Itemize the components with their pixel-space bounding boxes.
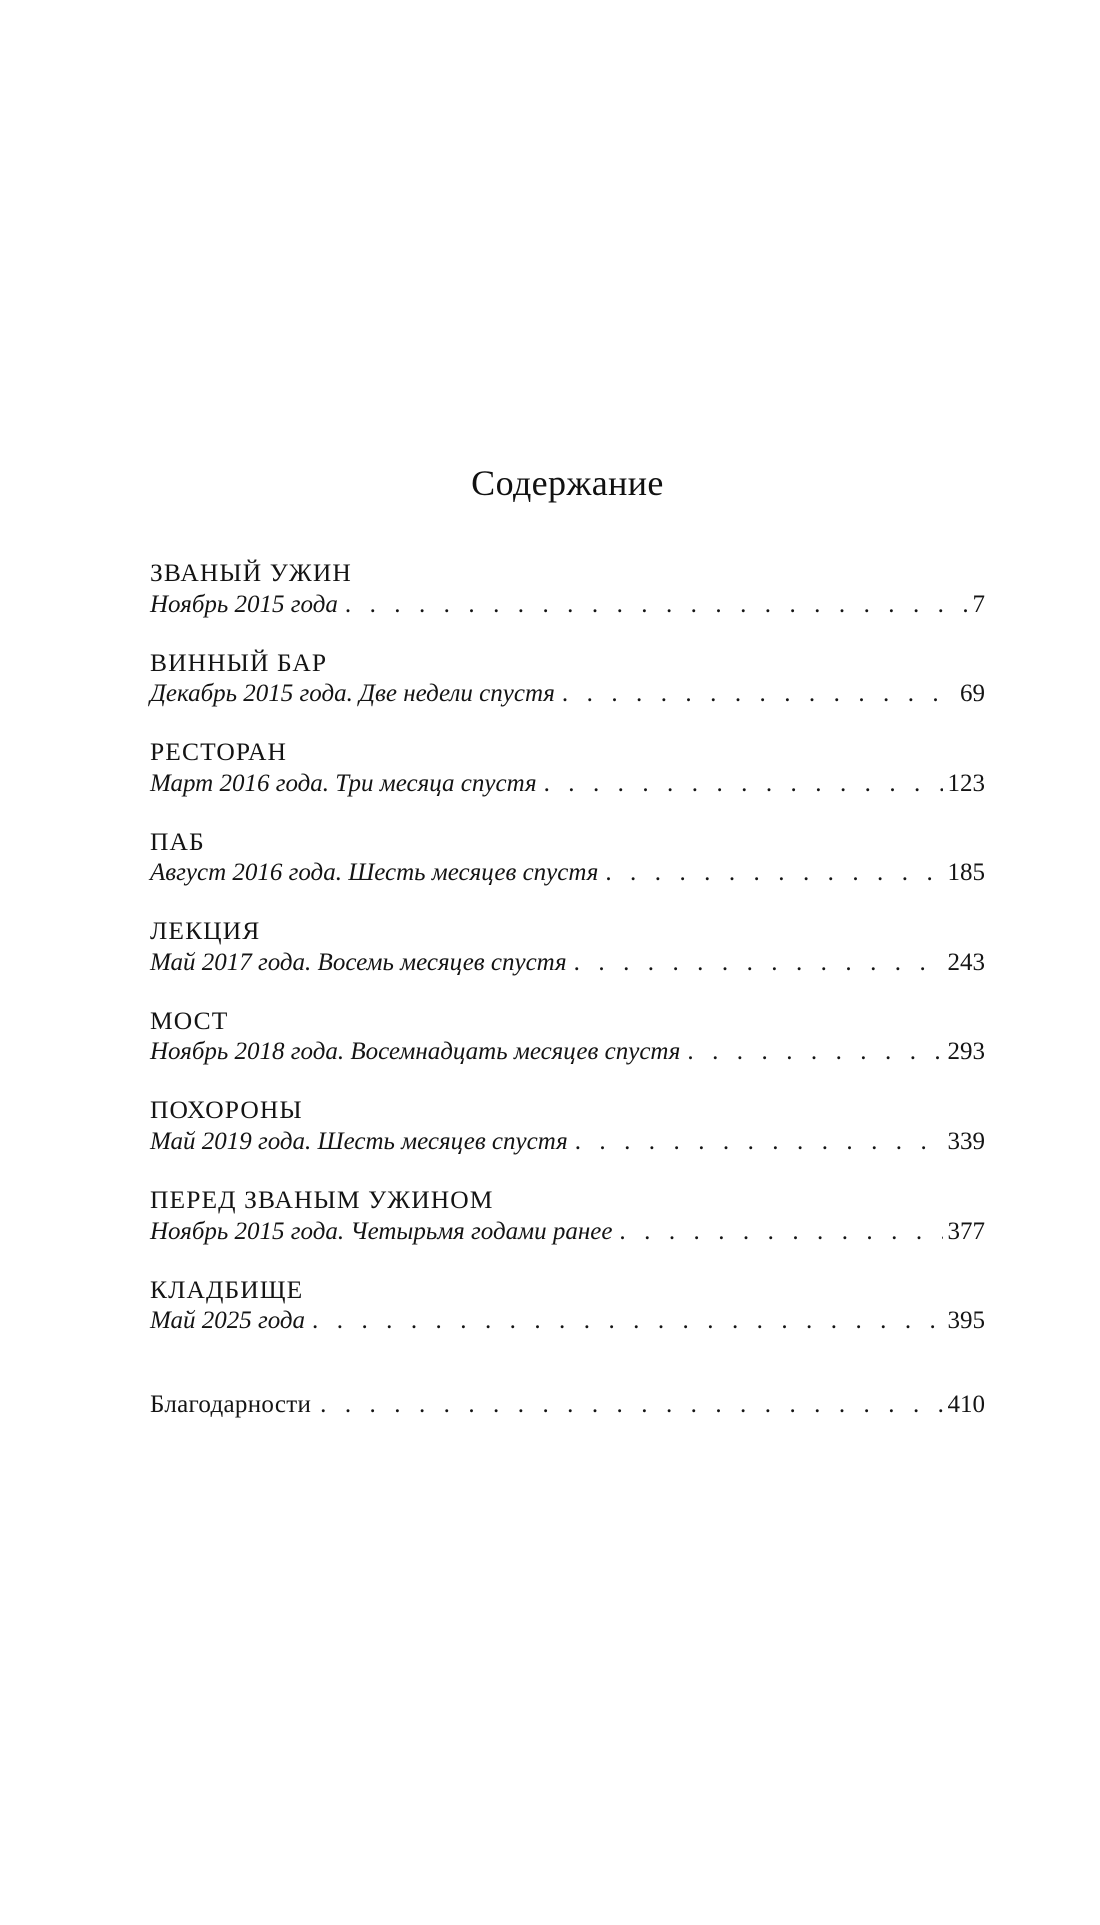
- toc-entry-line: [150, 1218, 985, 1246]
- dot-leader: [345, 591, 968, 619]
- toc-entry-heading: ЛЕКЦИЯ: [150, 916, 261, 946]
- page-title: Содержание: [471, 463, 664, 503]
- toc-entry[interactable]: [150, 558, 985, 619]
- toc-entry-page-number: 339: [947, 1128, 985, 1156]
- toc-entry-heading: ПОХОРОНЫ: [150, 1095, 303, 1125]
- toc-entry-acknowledgements[interactable]: [150, 1391, 985, 1419]
- toc-entry-page-number: 243: [947, 948, 985, 976]
- toc-entry-page-number: 69: [960, 680, 985, 708]
- toc-content: [150, 462, 985, 1448]
- toc-entry-page-number: 7: [972, 590, 985, 618]
- toc-entry[interactable]: [150, 827, 985, 888]
- dot-leader: [574, 949, 943, 977]
- dot-leader: [605, 859, 942, 887]
- dot-leader: [687, 1038, 942, 1066]
- toc-entry-heading: МОСТ: [150, 1005, 229, 1035]
- dot-leader: [320, 1391, 942, 1419]
- toc-entry[interactable]: [150, 916, 985, 977]
- toc-entry-line: [150, 1038, 985, 1066]
- toc-entry-page-number: 123: [947, 769, 985, 797]
- toc-entry-subtitle: Ноябрь 2015 года. Четырьмя годами ранее: [150, 1217, 613, 1245]
- dot-leader: [312, 1307, 942, 1335]
- toc-entry-heading: КЛАДБИЩЕ: [150, 1274, 304, 1304]
- toc-entry-page-number: 293: [947, 1038, 985, 1066]
- toc-entry-subtitle: Март 2016 года. Три месяца спустя: [150, 769, 537, 797]
- toc-entry-page-number: 410: [947, 1391, 985, 1419]
- toc-entry-line: [150, 591, 985, 619]
- dot-leader: [544, 770, 943, 798]
- toc-entry-page-number: 185: [947, 859, 985, 887]
- toc-entry-heading: ВИННЫЙ БАР: [150, 647, 328, 677]
- toc-entry-heading: ПЕРЕД ЗВАНЫМ УЖИНОМ: [150, 1185, 494, 1215]
- toc-entry-line: [150, 1391, 985, 1419]
- toc-entry-line: [150, 1307, 985, 1335]
- toc-entry-label: Благодарности: [150, 1391, 312, 1419]
- toc-entry-line: [150, 770, 985, 798]
- toc-entry-page-number: 395: [947, 1307, 985, 1335]
- toc-entry-page-number: 377: [947, 1217, 985, 1245]
- toc-entry-subtitle: Май 2019 года. Шесть месяцев спустя: [150, 1128, 568, 1156]
- toc-entry-subtitle: Май 2025 года: [150, 1307, 306, 1335]
- toc-entry-line: [150, 680, 985, 708]
- toc-entry[interactable]: [150, 1185, 985, 1246]
- toc-entry-subtitle: Ноябрь 2015 года: [150, 590, 338, 618]
- toc-entry[interactable]: [150, 1006, 985, 1067]
- toc-entry-subtitle: Ноябрь 2018 года. Восемнадцать месяцев спустя: [150, 1038, 681, 1066]
- dot-leader: [562, 680, 955, 708]
- toc-entry-line: [150, 949, 985, 977]
- toc-entry-subtitle: Декабрь 2015 года. Две недели спустя: [150, 680, 555, 708]
- dot-leader: [619, 1218, 942, 1246]
- toc-entry[interactable]: [150, 1275, 985, 1336]
- toc-entry[interactable]: [150, 648, 985, 709]
- toc-entry-subtitle: Август 2016 года. Шесть месяцев спустя: [150, 859, 599, 887]
- toc-list: [150, 558, 985, 1419]
- toc-entry-subtitle: Май 2017 года. Восемь месяцев спустя: [150, 948, 567, 976]
- toc-entry-heading: РЕСТОРАН: [150, 737, 287, 767]
- dot-leader: [575, 1128, 943, 1156]
- toc-entry-line: [150, 1128, 985, 1156]
- toc-entry-line: [150, 859, 985, 887]
- toc-entry-heading: ЗВАНЫЙ УЖИН: [150, 558, 352, 587]
- toc-entry[interactable]: [150, 737, 985, 798]
- toc-entry[interactable]: [150, 1095, 985, 1156]
- toc-entry-heading: ПАБ: [150, 826, 205, 856]
